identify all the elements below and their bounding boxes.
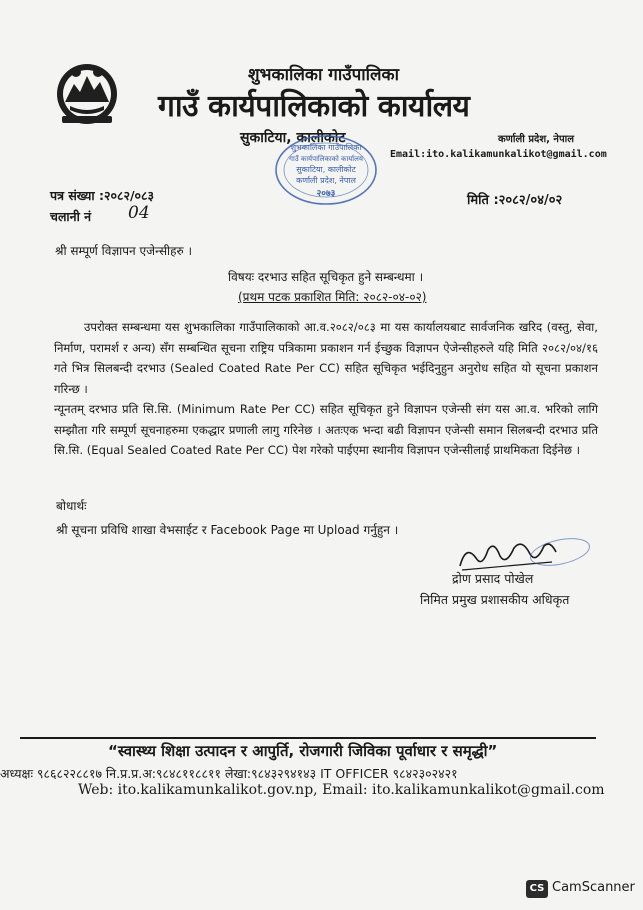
letter-date: मिति :२०८२/०४/०२ bbox=[467, 193, 563, 208]
footer-motto: “स्वास्थ्य शिक्षा उत्पादन र आपुर्ति, रोजगारी जिविका पूर्वाधार र समृद्धी” bbox=[108, 742, 498, 760]
camscanner-label: CamScanner bbox=[552, 880, 635, 895]
stamp-line-2: गाउँ कार्यपालिकाको कार्यालय bbox=[289, 155, 363, 163]
dispatch-label: चलानी नं bbox=[50, 209, 92, 224]
nepal-emblem-icon bbox=[52, 58, 122, 128]
signatory-title: निमित प्रमुख प्रशासकीय अधिकृत bbox=[420, 592, 570, 607]
stamp-line-1: शुभकालिका गाउँपालिका bbox=[290, 143, 362, 152]
first-published-date: (प्रथम पटक प्रकाशित मिति: २०८२-०४-०२) bbox=[238, 290, 427, 304]
stamp-line-4: कर्णाली प्रदेश, नेपाल bbox=[296, 176, 356, 185]
footer-contacts: अध्यक्षः ९८६८२२८८१७ नि.प्र.प्र.अ:९८४८११८८११ लेखा:९८४३२९४१४३ IT OFFICER ९८४२३०२४२१ bbox=[0, 766, 458, 781]
stamp-line-3: सुकाटिया, कालीकोट bbox=[296, 165, 356, 174]
province: कर्णाली प्रदेश, नेपाल bbox=[498, 134, 575, 145]
camscanner-logo-icon: CS bbox=[526, 880, 548, 898]
office-stamp bbox=[268, 130, 384, 208]
recipient: श्री सम्पूर्ण विज्ञापन एजेन्सीहरु । bbox=[55, 244, 193, 258]
signatory-name: द्रोण प्रसाद पोखेल bbox=[452, 571, 534, 586]
footer-divider bbox=[20, 737, 596, 739]
dispatch-number: 04 bbox=[128, 203, 150, 223]
body-paragraph-2: न्यूनतम् दरभाउ प्रति सि.सि. (Minimum Rate Per CC) सहित सूचिकृत हुने विज्ञापन एजेन्सी संग यस आ.व. भरिको लागि सम्झौता गरि सम्पूर्ण सूचनाहरुमा एकद्धार प्रणाली लागु गरिनेछ । अतःएक भन्दा बढी विज्ञापन एजेन्सी समान सिलबन्दी दरभाउ प्रति सि.सि. (Equal Sealed Coated Rate Per CC) पेश गरेको पाईएमा स्थानीय विज्ञापन एजेन्सीलाई प्राथमिकता दिईनेछ । bbox=[54, 402, 598, 458]
reference-number: पत्र संख्या :२०८२/०८३ bbox=[50, 188, 155, 203]
office-address: सुकाटिया, कालीकोट bbox=[240, 130, 346, 146]
header-email: Email:ito.kalikamunkalikot@gmail.com bbox=[390, 149, 607, 160]
subject: विषयः दरभाउ सहित सूचिकृत हुने सम्बन्धमा । bbox=[228, 270, 424, 284]
cc-item: श्री सूचना प्रविधि शाखा वेभसाईट र Facebook Page मा Upload गर्नुहुन । bbox=[56, 523, 399, 537]
footer-web: Web: ito.kalikamunkalikot.gov.np, Email: ito.kalikamunkalikot@gmail.com bbox=[78, 782, 605, 798]
stamp-year: २०७३ bbox=[316, 189, 336, 199]
camscanner-watermark bbox=[526, 880, 635, 898]
municipality-name: शुभकालिका गाउँपालिका bbox=[248, 65, 400, 85]
cc-label: बोधार्थः bbox=[56, 499, 87, 513]
office-title: गाउँ कार्यपालिकाको कार्यालय bbox=[158, 89, 470, 124]
body-paragraph-1: उपरोक्त सम्बन्धमा यस शुभकालिका गाउँपालिकाको आ.व.२०८२/०८३ मा यस कार्यालयबाट सार्वजनिक खरिद (वस्तु, सेवा, निर्माण, परामर्श र अन्य) सँग सम्बन्धित सूचना राष्ट्रिय पत्रिकामा प्रकाशन गर्न ईच्छुक विज्ञापन ऐजेन्सीहरुले यहि मिति २०८२/०४/१६ गते भित्र सिलबन्दी दरभाउ (Sealed Coated Rate Per CC) सहित सूचिकृत भईदिनुहुन अनुरोध सहित यो सूचना प्रकाशन गरिन्छ । bbox=[54, 320, 598, 396]
